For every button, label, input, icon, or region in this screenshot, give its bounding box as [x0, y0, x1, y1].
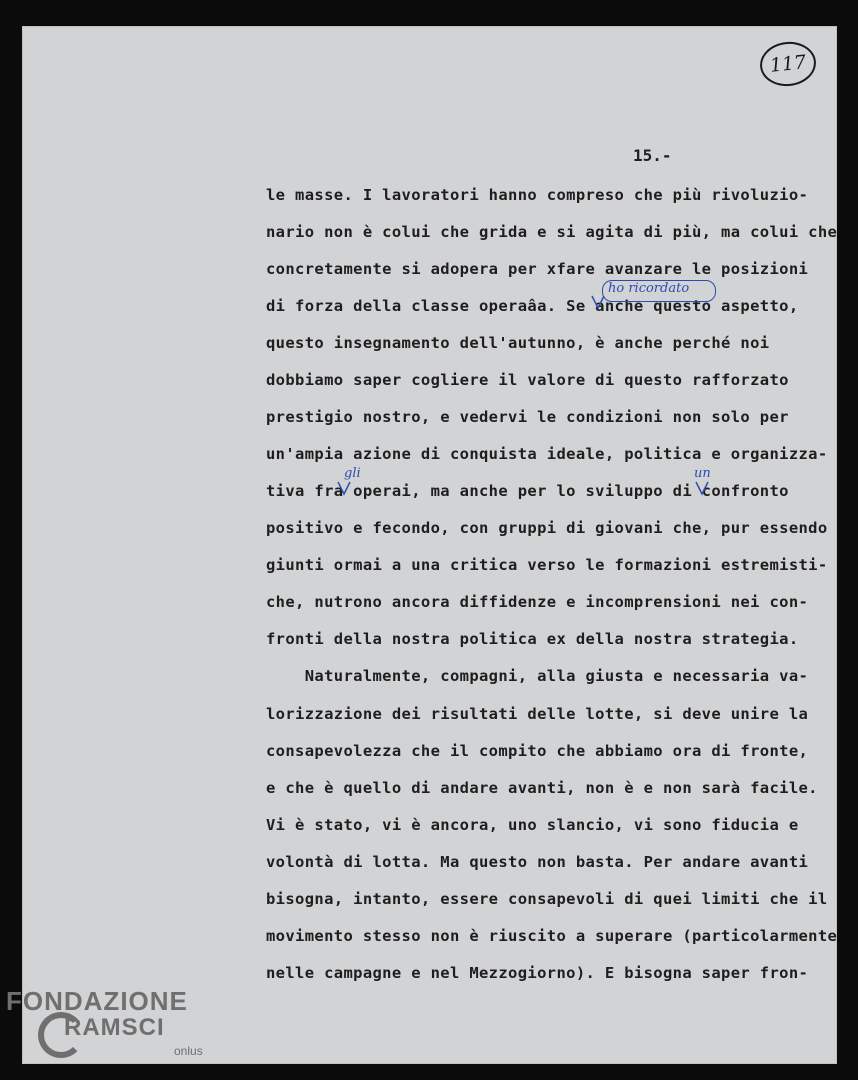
text-line: volontà di lotta. Ma questo non basta. Per andare avanti: [266, 853, 809, 871]
text-line: che, nutrono ancora diffidenze e incomprensioni nei con-: [266, 593, 809, 611]
text-line: nario non è colui che grida e si agita di più, ma colui che: [266, 223, 838, 241]
watermark-line-3: onlus: [174, 1044, 203, 1058]
text-line: prestigio nostro, e vedervi le condizioni non solo per: [266, 408, 789, 426]
text-line: di forza della classe operaâa. Se anche questo aspetto,: [266, 297, 799, 315]
text-line: questo insegnamento dell'autunno, è anche perché noi: [266, 334, 770, 352]
watermark-line-2: RAMSCI: [64, 1014, 165, 1041]
text-line: tiva fra operai, ma anche per lo sviluppo di confronto: [266, 482, 789, 500]
text-line: bisogna, intanto, essere consapevoli di quei limiti che il: [266, 890, 828, 908]
insertion-caret-icon: [336, 480, 352, 496]
text-line: positivo e fecondo, con gruppi di giovani che, pur essendo: [266, 519, 828, 537]
text-line: lorizzazione dei risultati delle lotte, si deve unire la: [266, 705, 809, 723]
text-line: concretamente si adopera per xfare avanzare le posizioni: [266, 260, 809, 278]
text-line: un'ampia azione di conquista ideale, politica e organizza-: [266, 445, 828, 463]
annotation-ho-ricordato: ho ricordato: [608, 281, 690, 296]
text-line: movimento stesso non è riuscito a superare (particolarmente: [266, 927, 838, 945]
text-line: nelle campagne e nel Mezzogiorno). E bisogna saper fron-: [266, 964, 809, 982]
text-line: giunti ormai a una critica verso le formazioni estremisti-: [266, 556, 828, 574]
watermark-line-1: FONDAZIONE: [6, 986, 188, 1016]
text-line: consapevolezza che il compito che abbiamo ora di fronte,: [266, 742, 809, 760]
annotation-un: un: [694, 466, 711, 481]
annotation-gli: gli: [344, 466, 361, 481]
text-line: le masse. I lavoratori hanno compreso che più rivoluzio-: [266, 186, 809, 204]
text-line: Vi è stato, vi è ancora, uno slancio, vi sono fiducia e: [266, 816, 799, 834]
fondazione-gramsci-watermark: [6, 986, 216, 1066]
text-line: dobbiamo saper cogliere il valore di questo rafforzato: [266, 371, 789, 389]
insertion-caret-icon: [590, 294, 606, 310]
text-line: Naturalmente, compagni, alla giusta e necessaria va-: [266, 667, 809, 685]
page-number: 15.-: [633, 146, 672, 165]
insertion-caret-icon: [694, 480, 710, 496]
text-line: e che è quello di andare avanti, non è e non sarà facile.: [266, 779, 818, 797]
text-line: fronti della nostra politica ex della nostra strategia.: [266, 630, 799, 648]
folio-number: 117: [768, 51, 808, 77]
